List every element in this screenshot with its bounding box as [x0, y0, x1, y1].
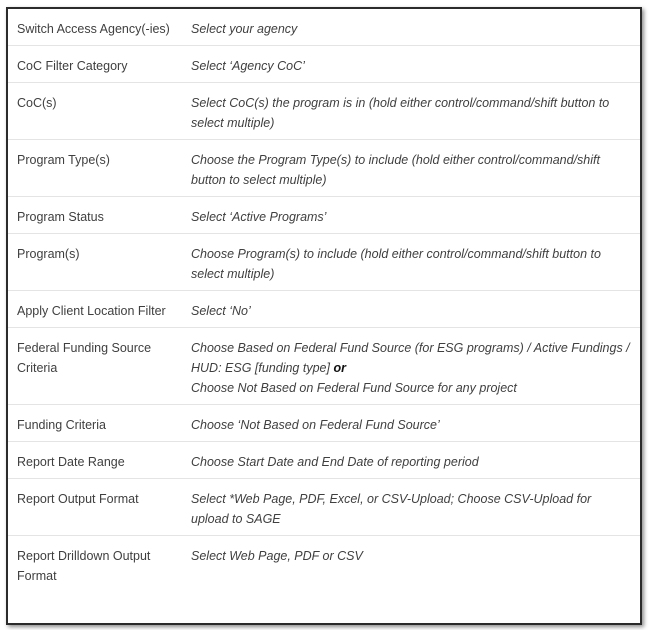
table-row: [8, 83, 640, 140]
row-label: Switch Access Agency(-ies): [17, 22, 170, 36]
row-value: Select ‘Agency CoC’: [191, 59, 305, 73]
table-row: [8, 197, 640, 234]
row-value: Select Web Page, PDF or CSV: [191, 549, 363, 563]
row-value: Choose the Program Type(s) to include (hold either control/command/shift button to select multiple): [191, 153, 600, 187]
row-value: Select *Web Page, PDF, Excel, or CSV-Upload; Choose CSV-Upload for upload to SAGE: [191, 492, 592, 526]
row-label: Program(s): [17, 247, 80, 261]
table-row: [8, 234, 640, 291]
table-row: [8, 405, 640, 442]
table-row: [8, 479, 640, 536]
row-label: Report Output Format: [17, 492, 139, 506]
row-label: Program Status: [17, 210, 104, 224]
row-label: Report Date Range: [17, 455, 125, 469]
funding-source-option-2: Choose Not Based on Federal Fund Source for any project: [191, 381, 517, 395]
parameter-table-frame: [6, 7, 642, 625]
row-value: Choose Start Date and End Date of reporting period: [191, 455, 479, 469]
row-value: Select CoC(s) the program is in (hold either control/command/shift button to select multiple): [191, 96, 610, 130]
table-row: [8, 442, 640, 479]
table-row: [8, 140, 640, 197]
row-value: Choose ‘Not Based on Federal Fund Source’: [191, 418, 440, 432]
table-row: [8, 291, 640, 328]
table-row: [8, 46, 640, 83]
row-label: Federal Funding Source Criteria: [17, 341, 152, 375]
row-value: Select ‘No’: [191, 304, 251, 318]
row-label: CoC Filter Category: [17, 59, 128, 73]
row-label: Funding Criteria: [17, 418, 106, 432]
table-row: [8, 536, 640, 593]
row-value: [190, 328, 640, 405]
row-value: Select your agency: [191, 22, 298, 36]
table-row: [8, 328, 640, 405]
funding-source-option-1: Choose Based on Federal Fund Source (for ESG programs) / Active Fundings / HUD: ESG [funding type]: [191, 341, 630, 375]
row-label: CoC(s): [17, 96, 57, 110]
row-value: Choose Program(s) to include (hold either control/command/shift button to select multiple): [191, 247, 601, 281]
or-separator: or: [333, 361, 346, 375]
row-label: Apply Client Location Filter: [17, 304, 166, 318]
table-row: [8, 9, 640, 46]
parameter-table: [8, 9, 640, 592]
row-label: Program Type(s): [17, 153, 110, 167]
row-value: Select ‘Active Programs’: [191, 210, 327, 224]
row-label: Report Drilldown Output Format: [17, 549, 151, 583]
